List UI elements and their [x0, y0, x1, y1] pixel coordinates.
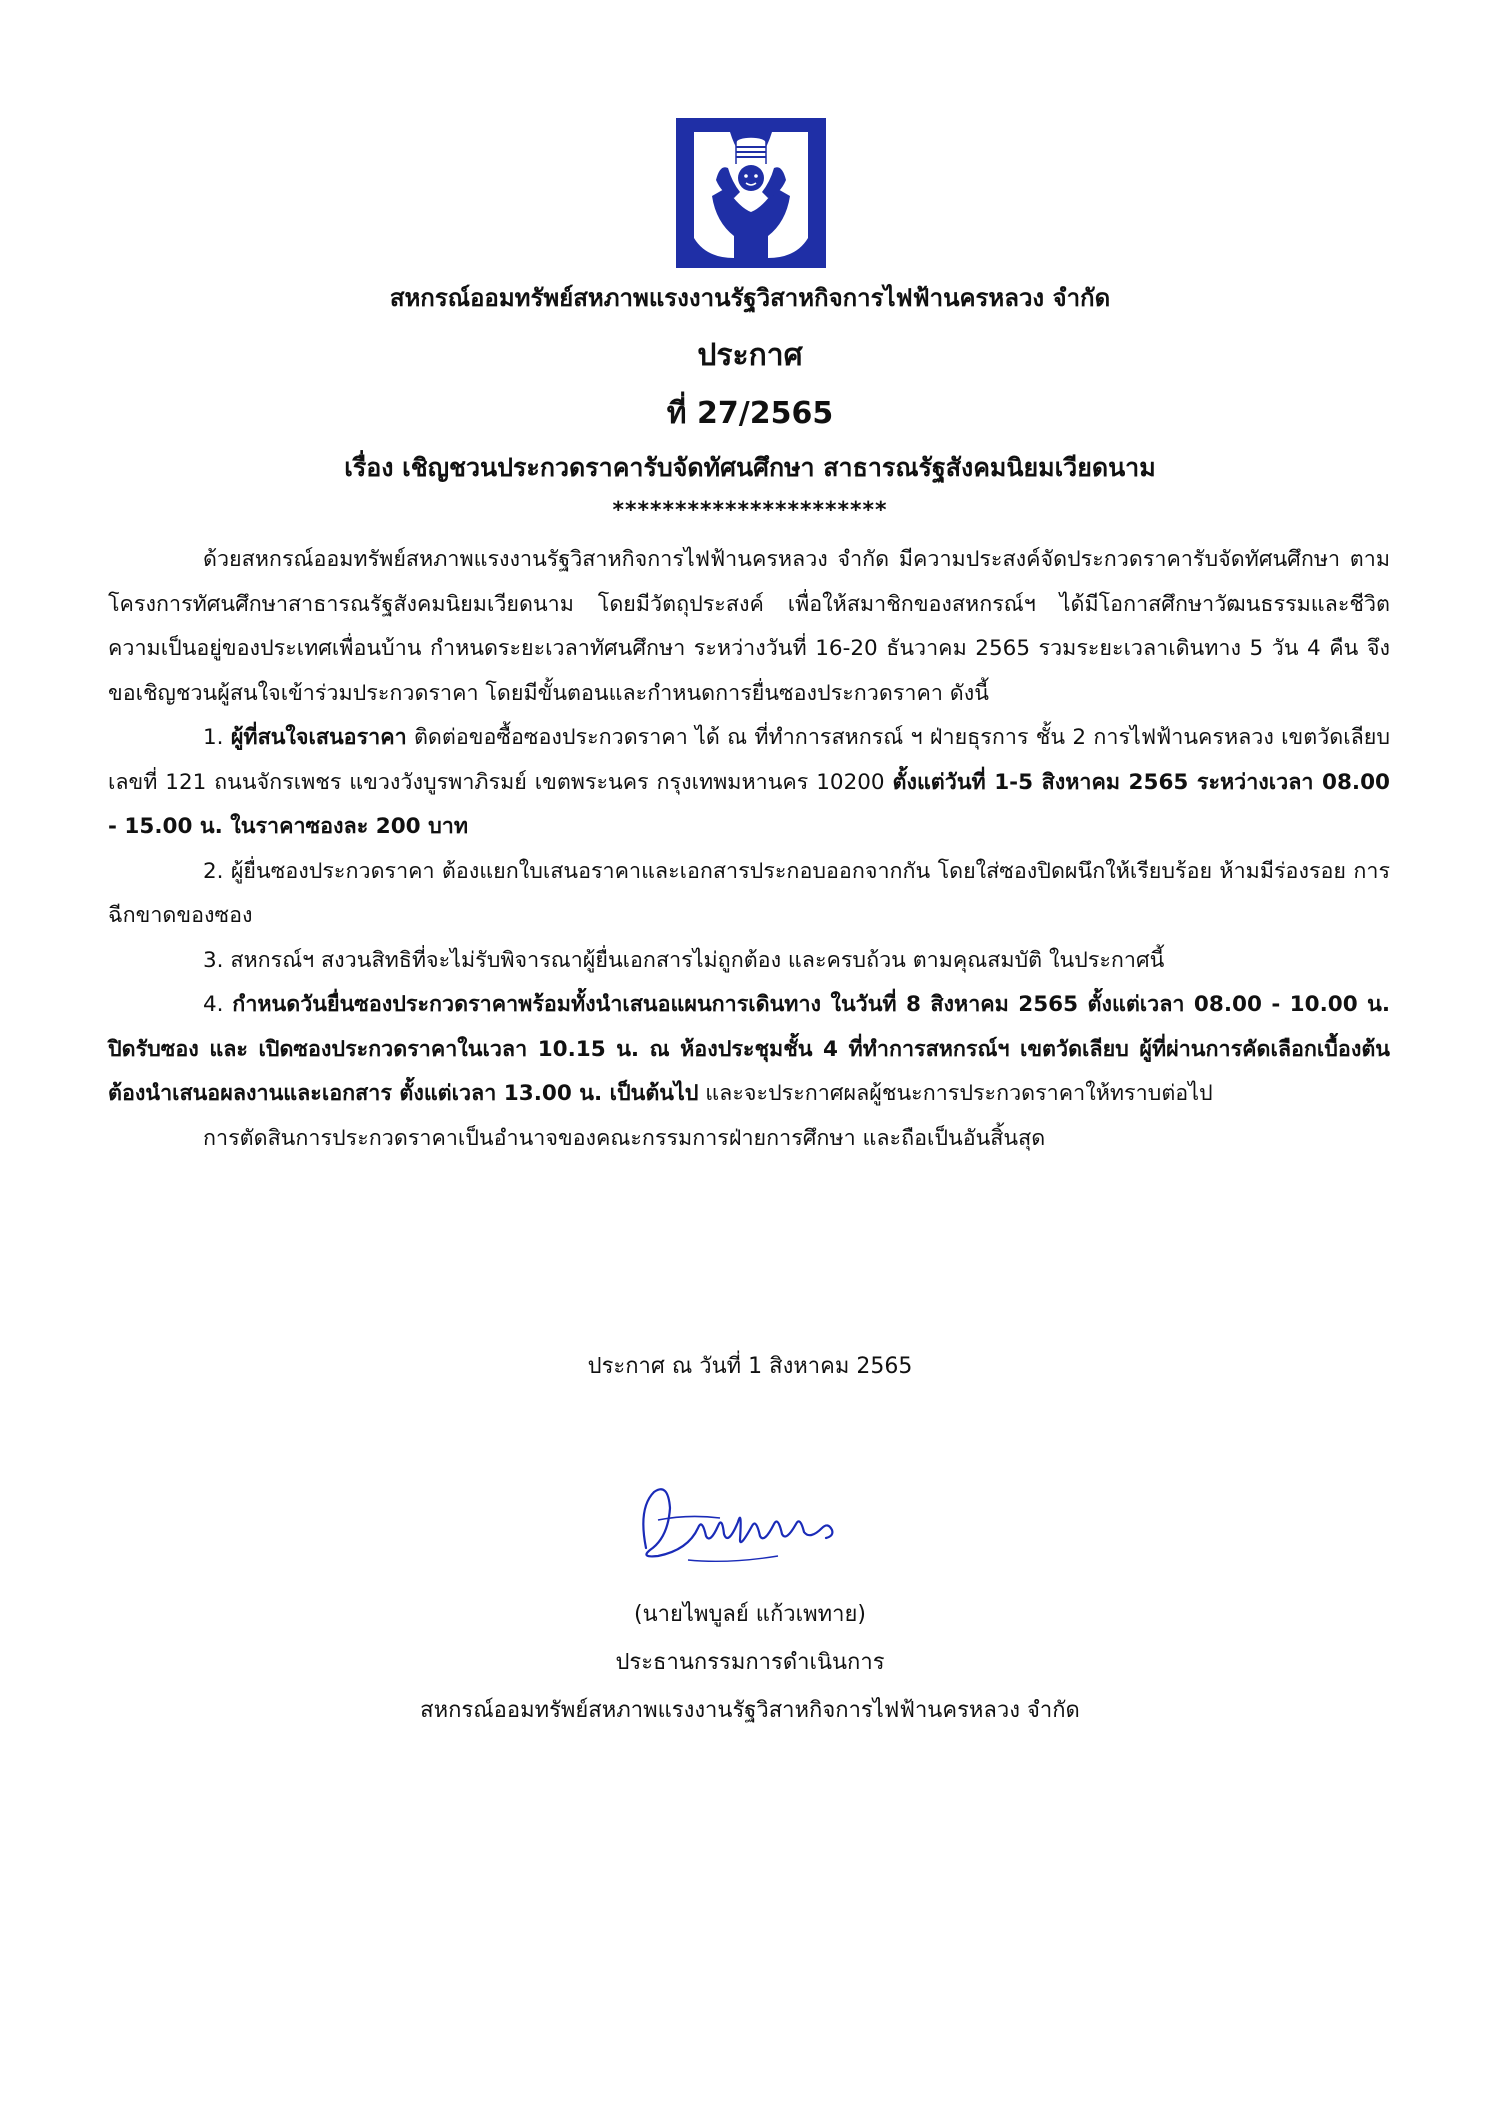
- announcement-heading: ประกาศ: [697, 338, 803, 373]
- item-4-number: 4.: [203, 992, 233, 1017]
- organization-name: สหกรณ์ออมทรัพย์สหภาพแรงงานรัฐวิสาหกิจการไฟฟ้านครหลวง จำกัด: [389, 284, 1111, 312]
- item-4-paragraph: [108, 983, 1390, 1117]
- item-1-schedule: ตั้งแต่วันที่ 1-5 สิงหาคม 2565 ระหว่างเวลา 08.00 - 15.00 น. ในราคาซองละ 200 บาท: [108, 769, 1390, 839]
- signer-organization: สหกรณ์ออมทรัพย์สหภาพแรงงานรัฐวิสาหกิจการไฟฟ้านครหลวง จำกัด: [420, 1698, 1080, 1723]
- announcement-date: ประกาศ ณ วันที่ 1 สิงหาคม 2565: [587, 1354, 913, 1379]
- signer-name: (นายไพบูลย์ แก้วเพทาย): [634, 1602, 866, 1627]
- item-4-schedule: กำหนดวันยื่นซองประกวดราคาพร้อมทั้งนำเสนอแผนการเดินทาง ในวันที่ 8 สิงหาคม 2565 ตั้งแต่เวลา 08.00 - 10.00 น. ปิดรับซอง และ เปิดซองประกวดราคาในเวลา 10.15 น. ณ ห้องประชุมชั้น 4 ที่ทำการสหกรณ์ฯ เขตวัดเลียบ ผู้ที่ผ่านการคัดเลือกเบื้องต้น ต้องนำเสนอผลงานและเอกสาร ตั้งแต่เวลา 13.00 น. เป็นต้นไป: [108, 992, 1390, 1106]
- item-2-paragraph: 2. ผู้ยื่นซองประกวดราคา ต้องแยกใบเสนอราคาและเอกสารประกอบออกจากกัน โดยใส่ซองปิดผนึกให้เรียบร้อย ห้ามมีร่องรอย การฉีกขาดของซอง: [108, 858, 1390, 928]
- intro-paragraph: ด้วยสหกรณ์ออมทรัพย์สหภาพแรงงานรัฐวิสาหกิจการไฟฟ้านครหลวง จำกัด มีความประสงค์จัดประกวดราคารับจัดทัศนศึกษา ตามโครงการทัศนศึกษาสาธารณรัฐสังคมนิยมเวียดนาม โดยมีวัตถุประสงค์ เพื่อให้สมาชิกของสหกรณ์ฯ ได้มีโอกาสศึกษาวัฒนธรรมและชีวิตความเป็นอยู่ของประเทศเพื่อนบ้าน กำหนดระยะเวลาทัศนศึกษา ระหว่างวันที่ 16-20 ธันวาคม 2565 รวมระยะเวลาเดินทาง 5 วัน 4 คืน จึงขอเชิญชวนผู้สนใจเข้าร่วมประกวดราคา โดยมีขั้นตอนและกำหนดการยื่นซองประกวดราคา ดังนี้: [108, 547, 1390, 706]
- signer-title: ประธานกรรมการดำเนินการ: [615, 1650, 885, 1675]
- item-1-heading: ผู้ที่สนใจเสนอราคา: [230, 725, 407, 750]
- item-3-paragraph: 3. สหกรณ์ฯ สงวนสิทธิที่จะไม่รับพิจารณาผู้ยื่นเอกสารไม่ถูกต้อง และครบถ้วน ตามคุณสมบัติ ในประกาศนี้: [203, 947, 1165, 973]
- closing-paragraph: การตัดสินการประกวดราคาเป็นอำนาจของคณะกรรมการฝ่ายการศึกษา และถือเป็นอันสิ้นสุด: [203, 1125, 1046, 1151]
- announcement-number: ที่ 27/2565: [666, 396, 834, 431]
- handwritten-signature: [628, 1478, 848, 1568]
- cooperative-logo: [676, 118, 826, 268]
- announcement-subject: เรื่อง เชิญชวนประกวดราคารับจัดทัศนศึกษา สาธารณรัฐสังคมนิยมเวียดนาม: [344, 453, 1156, 482]
- item-1-details: ติดต่อขอซื้อซองประกวดราคา ได้ ณ ที่ทำการสหกรณ์ ฯ ฝ่ายธุรการ ชั้น 2 การไฟฟ้านครหลวง เขตวัดเลียบ เลขที่ 121 ถนนจักรเพชร แขวงวังบูรพาภิรมย์ เขตพระนคร กรุงเทพมหานคร 10200: [108, 725, 1390, 795]
- item-1-paragraph: [108, 716, 1390, 850]
- item-4-details: และจะประกาศผลผู้ชนะการประกวดราคาให้ทราบต่อไป: [698, 1081, 1213, 1106]
- separator-line: **********************: [612, 498, 888, 523]
- item-1-number: 1.: [203, 725, 231, 750]
- announcement-body: [108, 538, 1390, 1161]
